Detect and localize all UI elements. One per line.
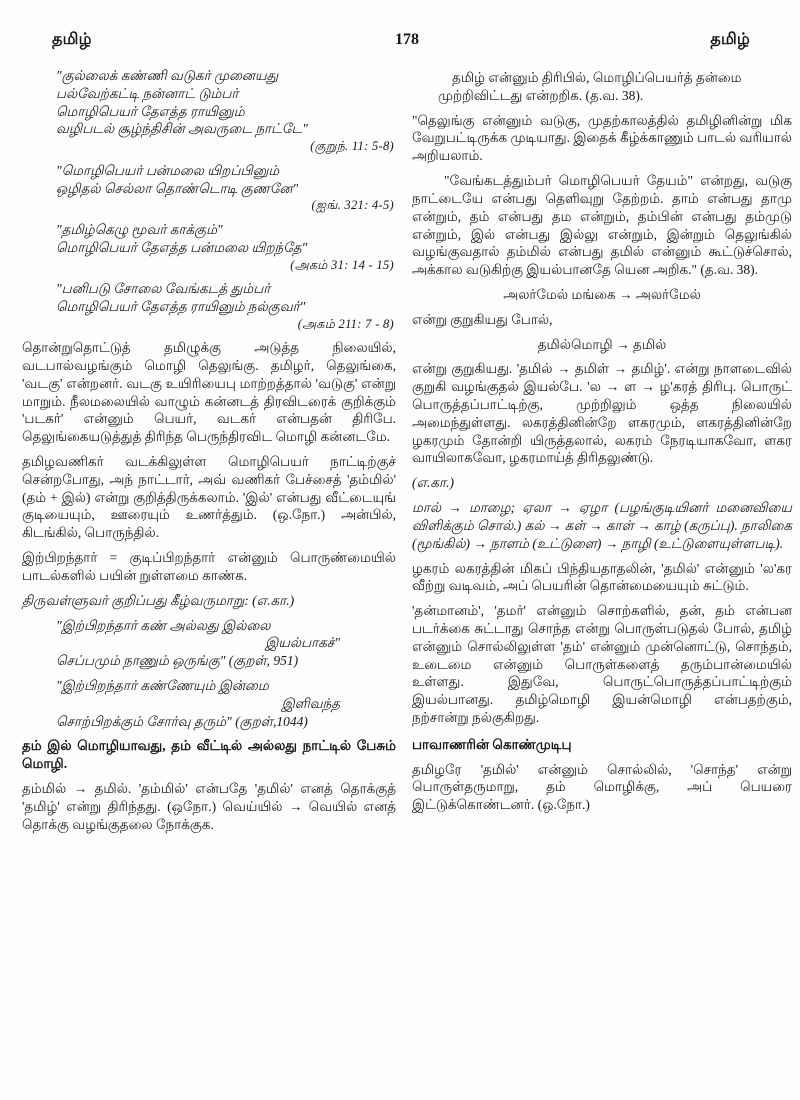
verse-citation: (குறுந். 11: 5-8) xyxy=(310,139,394,154)
verse-line: வழிபடல் சூழ்ந்திசின் அவருடை நாட்டே" xyxy=(56,121,308,137)
verse-line: ஒழிதல் செல்லா தொண்டொடி குணனே" xyxy=(56,180,299,196)
verse-line: பல்வேற்கட்டி நன்னாட் டும்பர் xyxy=(56,85,239,101)
verse-line: சொற்பிறக்கும் சோர்வு தரும்" (குறள்,1044) xyxy=(56,713,308,729)
paragraph: என்று குறுகியது போல், xyxy=(412,311,553,327)
right-column xyxy=(412,62,792,840)
bold-paragraph: தம் இல் மொழியாவது, தம் வீட்டில் அல்லது நாட்டில் பேசும் மொழி. xyxy=(22,738,396,772)
verse-line: மொழிபெயர் தேஎத்த ராயினும் xyxy=(56,103,245,119)
verse-line: இளிவந்த xyxy=(281,695,340,711)
paragraph: 'தன்மானம்', 'தமர்' என்னும் சொற்களில், தன், தம் என்பன படர்க்கை சுட்டாது சொந்த என்று பொருள்படுதல் போல், தமிழ் என்னும் சொல்லிலுள்ள 'தம்' என்னும் முன்னொட்டு, சொந்தம், உடைமை என்னும் பொருள்களைத் தரும்பான்மையில் உள்ளது. இதுவே, பொருட்பொருத்தப்பாட்டிற்கும் இயல்பானது. தமிழ்மொழி இயன்மொழி என்பதற்கும், நற்சான்று நல்குகிறது. xyxy=(412,603,792,725)
italic-paragraph: மால் → மாழை; ஏலா → ஏழா (பழங்குடியினர் மனைவியை விளிக்கும் சொல்.) கல் → கள் → காள் → காழ் (கருப்பு). நாலிகை (மூங்கில்) → நாளம் (உட்டுளை) → நாழி (உட்டுளையுள்ளபடி). xyxy=(412,500,792,551)
paragraph: தொன்றுதொட்டுத் தமிழுக்கு அடுத்த நிலையில், வடபால்வழங்கும் மொழி தெலுங்கு. தமிழர், தெலுங்கை, 'வடகு' என்றனர். வடகு உயிரியைபு மாற்றத்தால் 'வடுகு' என்று மாறும். நீலமலையில் வாழும் கன்னடத் திரவிடரைக் குறிக்கும் 'படகர்' என்னும் பெயர், வடகர் என்பதன் திரிபே. தெலுங்கையடுத்துத் திரிந்த பெருந்திரவிட மொழி கன்னடமே. xyxy=(22,340,396,445)
verse-block xyxy=(56,617,396,670)
verse-line: "மொழிபெயர் பன்மலை யிறப்பினும் xyxy=(56,162,280,178)
verse-citation: (ஐங். 321: 4-5) xyxy=(311,198,394,213)
verse-block xyxy=(56,677,396,730)
derivation-line: அலர்மேல் மங்கை → அலர்மேல் xyxy=(503,286,701,302)
verse-block xyxy=(56,67,396,155)
verse-line: மொழிபெயர் தேஎத்த பன்மலை யிறந்தே" xyxy=(56,239,308,255)
italic-paragraph: திருவள்ளுவர் குறிப்பது கீழ்வருமாறு: (எ.கா.) xyxy=(22,592,295,608)
verse-line: "தமிழ்கெழு மூவர் காக்கும்" xyxy=(56,221,223,237)
paragraph: தமிழரே 'தமில்' என்னும் சொல்லில், 'சொந்த' என்று பொருள்தருமாறு, தம் மொழிக்கு, அப் பெயரை இட்டுக்கொண்டனர். (ஒ.நோ.) xyxy=(412,761,792,813)
verse-citation: (அகம் 211: 7 - 8) xyxy=(297,316,394,331)
page-number: 178 xyxy=(395,31,419,48)
paragraph: என்று குறுகியது. 'தமில் → தமிள் → தமிழ்'. என்று நாளடைவில் குறுகி வழங்குதல் இயல்பே. 'ல → ள → ழ'கரத் திரிபு. பொருட் பொருத்தப்பாட்டிற்கு, முற்றிலும் ஒத்த நிலையில் அமைந்துள்ளது. லகரத்தினின்றே ளகரமும், ளகரத்தினின்றே ழகரமும் தோன்றி யிருத்தலால், லகரம் நேரடியாகவோ, ளகர வாயிலாகவோ, ழகரமாய்த் திரிதலுண்டு. xyxy=(412,361,792,466)
running-title-right: தமிழ் xyxy=(710,31,750,48)
section-heading: பாவாணரின் கொண்முடிபு xyxy=(412,736,572,752)
paragraph: தமிழவணிகர் வடக்கிலுள்ள மொழிபெயர் நாட்டிற்குச் சென்றபோது, அந் நாட்டார், அவ் வணிகர் பேச்சைத் 'தம்மில்' (தம் + இல்) என்று குறித்திருக்கலாம். 'இல்' என்பது வீட்டையுங் குடியையும், ஊரையும் உணர்த்தும். (ஒ.நோ.) அன்பில், கிடங்கில், பொருந்தில். xyxy=(22,454,396,541)
paragraph: இற்பிறந்தார் = குடிப்பிறந்தார் என்னும் பொருண்மையில் பாடல்களில் பயின் றுள்ளமை காண்க. xyxy=(22,550,396,583)
verse-line: செப்பமும் நாணும் ஒருங்கு" (குறள், 951) xyxy=(56,653,299,669)
verse-block xyxy=(56,280,396,332)
verse-block xyxy=(56,221,396,273)
verse-line: மொழிபெயர் தேஎத்த ராயினும் நல்குவர்" xyxy=(56,298,306,314)
verse-line: இயல்பாகச்" xyxy=(265,635,340,651)
verse-line: "இற்பிறந்தார் கண்ணேயும் இன்மை xyxy=(56,677,269,693)
verse-line: "இற்பிறந்தார் கண் அல்லது இல்லை xyxy=(56,617,271,633)
two-column-text-area xyxy=(0,50,800,840)
paragraph: "வேங்கடத்தும்பர் மொழிபெயர் தேயம்" என்றது, வடுகு நாட்டையே என்பது தெளிவுறு தேற்றம். தாம் என்பது தாமு என்றும், தம் என்பது தம என்றும், தம்பின் என்பது தம்முடு என்றும், இல் என்பது இல்லு என்றும், இன்றும் தெலுங்கில் வழங்குவதால் தம்மில் என்பது தமில் என்னும் கூட்டுச்சொல், அக்கால வடுகிற்கு இயல்பானதே யென அறிக." (த.வ. 38). xyxy=(412,173,792,278)
paragraph: தம்மில் → தமில். 'தம்மில்' என்பதே 'தமில்' எனத் தொக்குத் 'தமிழ்' என்று திரிந்தது. (ஒநோ.) வெய்யில் → வெயில் எனத் தொக்கு வழங்குதலை நோக்குக. xyxy=(22,781,396,832)
paragraph: ழகரம் லகரத்தின் மிகப் பிந்தியதாதலின், 'தமில்' என்னும் 'ல'கர வீற்று வடிவம், அப் பெயரின் தொன்மையையும் சுட்டும். xyxy=(412,560,792,594)
running-title-left: தமிழ் xyxy=(52,31,92,48)
verse-block xyxy=(56,162,396,214)
indented-paragraph: தமிழ் என்னும் திரிபில், மொழிப்பெயர்த் தன்மை முற்றிவிட்டது என்றறிக. (த.வ. 38). xyxy=(438,70,742,103)
italic-paragraph: (எ.கா.) xyxy=(412,475,454,491)
page-header xyxy=(0,0,800,50)
derivation-line: தமில்மொழி → தமில் xyxy=(537,336,667,352)
verse-line: "குல்லைக் கண்ணி வடுகர் முனையது xyxy=(56,68,279,83)
left-column xyxy=(22,62,396,840)
verse-citation: (அகம் 31: 14 - 15) xyxy=(290,257,394,272)
verse-line: "பனிபடு சோலை வேங்கடத் தும்பர் xyxy=(56,281,271,296)
paragraph: "தெலுங்கு என்னும் வடுகு, முதற்காலத்தில் தமிழினின்று மிக வேறுபட்டிருக்க முடியாது. இதைக் கீழ்க்காணும் பாடல் வரியால் அறியலாம். xyxy=(412,112,792,164)
